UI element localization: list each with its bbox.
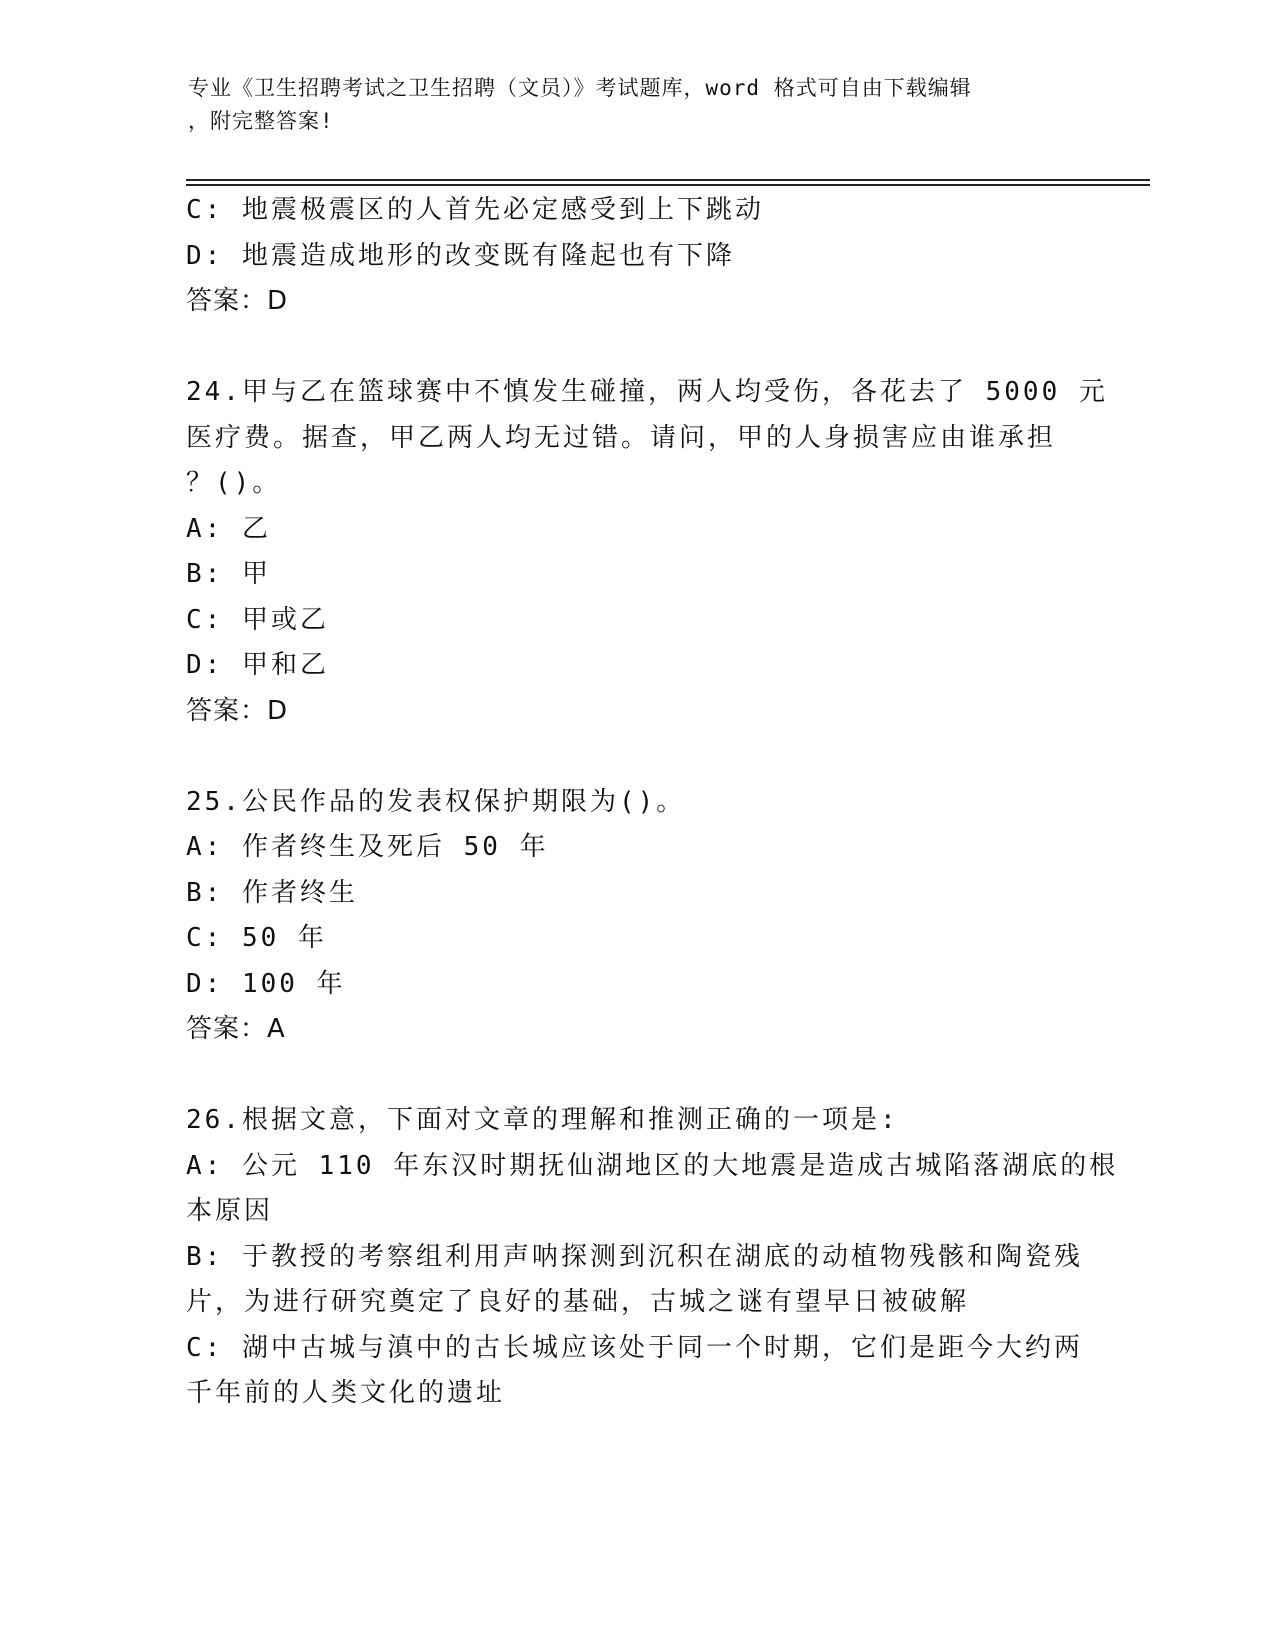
spacer bbox=[186, 734, 1086, 780]
option-a: A: 作者终生及死后 50 年 bbox=[186, 832, 549, 862]
option-d: D: 甲和乙 bbox=[186, 650, 329, 680]
question-26 bbox=[186, 1098, 1119, 1417]
option-b: B: 作者终生 bbox=[186, 877, 358, 908]
question-23 bbox=[186, 188, 1086, 325]
option-b-continued: 片，为进行研究奠定了良好的基础，古城之谜有望早日被破解 bbox=[186, 1287, 970, 1317]
option-a: A: 乙 bbox=[186, 513, 271, 544]
question-stem: 医疗费。据查，甲乙两人均无过错。请问，甲的人身损害应由谁承担 bbox=[186, 422, 1057, 453]
page-header bbox=[188, 72, 1088, 138]
answer: 答案：D bbox=[186, 695, 289, 726]
header-line-1: 专业《卫生招聘考试之卫生招聘（文员）》考试题库，word 格式可自由下载编辑 bbox=[188, 76, 972, 100]
option-d: D: 地震造成地形的改变既有隆起也有下降 bbox=[186, 240, 735, 271]
option-b: B: 于教授的考察组利用声呐探测到沉积在湖底的动植物残骸和陶瓷残 bbox=[186, 1241, 1083, 1272]
spacer bbox=[186, 1053, 1086, 1099]
header-line-2: ，附完整答案! bbox=[188, 109, 334, 133]
option-c: C: 50 年 bbox=[186, 923, 327, 953]
option-c: C: 甲或乙 bbox=[186, 604, 329, 635]
header-divider-bottom bbox=[186, 184, 1150, 186]
question-25 bbox=[186, 780, 1086, 1053]
option-b: B: 甲 bbox=[186, 559, 271, 589]
question-stem: 24.甲与乙在篮球赛中不慎发生碰撞，两人均受伤，各花去了 5000 元 bbox=[186, 377, 1108, 407]
header-divider-top bbox=[186, 179, 1150, 181]
option-c: C: 湖中古城与滇中的古长城应该处于同一个时期，它们是距今大约两 bbox=[186, 1332, 1083, 1363]
question-list bbox=[186, 188, 1119, 1417]
option-c-continued: 千年前的人类文化的遗址 bbox=[186, 1378, 506, 1408]
question-stem: 25.公民作品的发表权保护期限为()。 bbox=[186, 786, 686, 817]
option-c: C: 地震极震区的人首先必定感受到上下跳动 bbox=[186, 195, 764, 225]
option-a-continued: 本原因 bbox=[186, 1196, 274, 1226]
option-a: A: 公元 110 年东汉时期抚仙湖地区的大地震是造成古城陷落湖底的根 bbox=[186, 1150, 1119, 1181]
answer: 答案：A bbox=[186, 1014, 286, 1044]
question-24 bbox=[186, 370, 1108, 734]
answer: 答案：D bbox=[186, 286, 289, 316]
spacer bbox=[186, 325, 1086, 371]
question-stem: ？()。 bbox=[186, 468, 282, 498]
option-d: D: 100 年 bbox=[186, 968, 346, 999]
question-stem: 26.根据文意，下面对文章的理解和推测正确的一项是: bbox=[186, 1105, 899, 1135]
